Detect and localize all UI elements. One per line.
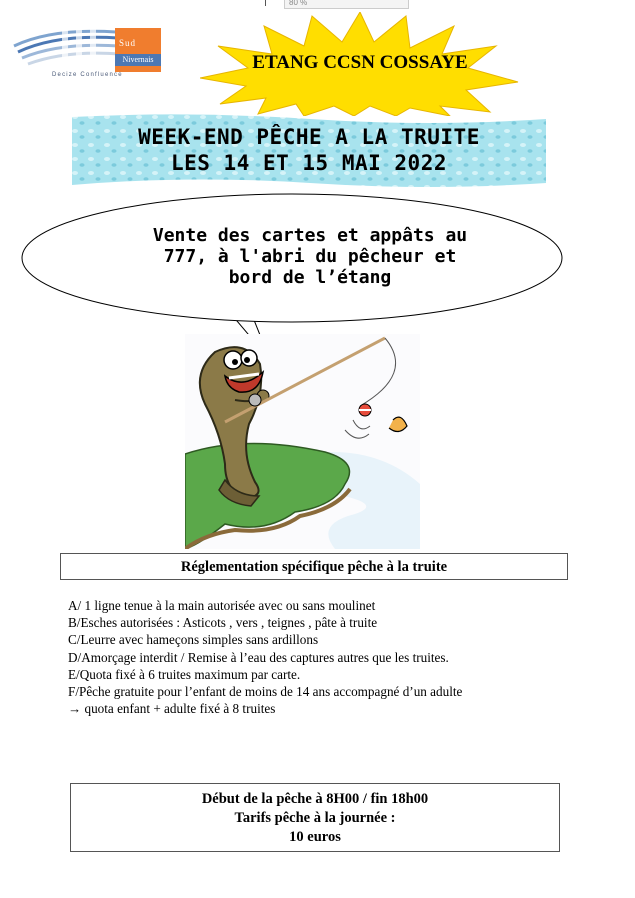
- rule-item: E/Quota fixé à 6 truites maximum par carte.: [68, 666, 301, 682]
- rule-item: D/Amorçage interdit / Remise à l’eau des captures autres que les truites.: [68, 649, 449, 665]
- logo-waves-icon: [12, 24, 122, 72]
- rule-item: → quota enfant + adulte fixé à 8 truites: [68, 701, 276, 717]
- zoom-field[interactable]: 80 %: [284, 0, 409, 9]
- bubble-line: 777, à l'abri du pêcheur et: [163, 246, 457, 267]
- logo-badge: [115, 28, 161, 72]
- rule-item: C/Leurre avec hameçons simples sans ardillons: [68, 632, 319, 648]
- schedule-pricing-box: [70, 783, 560, 852]
- event-banner: [70, 113, 548, 191]
- viewer-toolbar: [0, 0, 635, 10]
- pricing-label: Tarifs pêche à la journée :: [234, 810, 396, 826]
- sud-nivernais-logo: [12, 24, 172, 84]
- rule-item: B/Esches autorisées : Asticots , vers , teignes , pâte à truite: [68, 615, 378, 631]
- fish-fishing-cartoon: [185, 334, 420, 549]
- toolbar-separator: [265, 0, 266, 6]
- rule-item: A/ 1 ligne tenue à la main autorisée avec ou sans moulinet: [68, 598, 376, 613]
- rule-item: F/Pêche gratuite pour l’enfant de moins de 14 ans accompagné d’un adulte: [68, 684, 463, 700]
- logo-line1: Sud: [119, 38, 137, 48]
- bubble-line: Vente des cartes et appâts au: [152, 225, 468, 246]
- bubble-text: [110, 225, 510, 288]
- logo-line2: Nivernais: [115, 54, 161, 66]
- page-title: ETANG CCSN COSSAYE: [252, 52, 468, 73]
- banner-line2: LES 14 ET 15 MAI 2022: [170, 151, 447, 175]
- banner-line1: WEEK-END PÊCHE A LA TRUITE: [138, 125, 480, 149]
- price-value: 10 euros: [289, 829, 341, 845]
- rules-list: [68, 597, 588, 717]
- rules-title: Réglementation spécifique pêche à la truite: [60, 553, 568, 580]
- schedule-line: Début de la pêche à 8H00 / fin 18h00: [201, 791, 429, 807]
- logo-subtitle: Decize Confluence: [52, 72, 123, 78]
- bubble-line: bord de l’étang: [228, 267, 392, 288]
